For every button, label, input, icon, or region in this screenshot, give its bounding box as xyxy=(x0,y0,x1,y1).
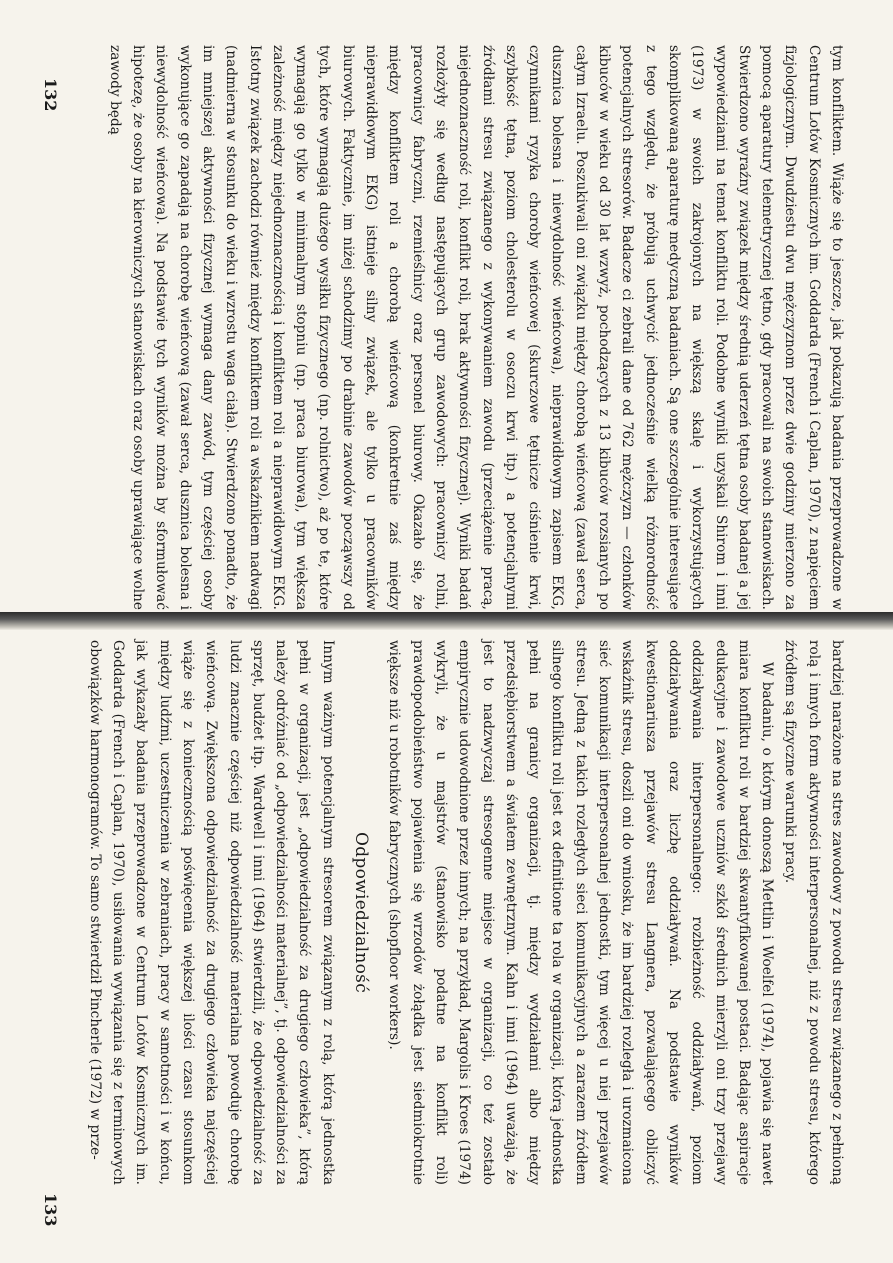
right-page-paragraph-1: bardziej narażone na stres zawodowy z powodu stresu związanego z pełnioną rolą i innych form aktywności interpersonalnej, niż z powodu stresu, którego źródłem są fizyczne warunki pracy. xyxy=(782,640,845,1185)
book-binding-gutter xyxy=(0,612,893,630)
left-page xyxy=(48,45,848,610)
right-page-number: 133 xyxy=(41,1193,60,1227)
right-page xyxy=(48,640,848,1185)
left-page-body xyxy=(103,45,849,610)
left-page-number: 132 xyxy=(41,78,60,112)
right-page-paragraph-2: W badaniu, o którym donoszą Mettlin i Woelfel (1974), pojawia się nawet miara konfliktu roli w bardziej skwantyfikowanej postaci. Badając aspiracje edukacyjne i zawodowe uczniów szkół średnich mierzyli oni trzy przejawy oddziaływania interpersonalnego: rozbieżność oddziaływań, poziom oddziaływania oraz liczbę oddziaływań. Na podstawie wyników kwestionariusza przejawów stresu Langnera, pozwalającego obliczyć wskaźnik stresu, doszli oni do wniosku, że im bardziej rozległa i urozmaicona sieć komunikacji interpersonalnej jednostki, tym więcej u niej przejawów stresu. Jedną z takich rozległych sieci komunikacyjnych a zarazem źródłem silnego konfliktu roli jest ex definitione ta rola w organizacji, którą jednostka pełni na granicy organizacji, tj. między wydziałami albo między przedsiębiorstwem a światem zewnętrznym. Kahn i inni (1964) uważają, że jest to nadzwyczaj stresogenne miejsce w organizacji, co też zostało empirycznie udowodnione przez innych; na przykład, Margolis i Kroes (1974) wykryli, że u majstrów (stanowisko podatne na konflikt roli) prawdopodobieństwo pojawienia się wrzodów żołądka jest siedmiokrotnie większe niż u robotników fabrycznych (shopfloor workers). xyxy=(386,640,776,1185)
right-page-paragraph-3: Innym ważnym potencjalnym stresorem związanym z rolą, którą jednostka pełni w organizacji, jest „odpowiedzialność za drugiego człowieka”, którą należy odróżniać od „odpowiedzialności materialnej”, tj. odpowiedzialności za sprzęt, budżet itp. Wardwell i inni (1964) stwierdzili, że odpowiedzialność za ludzi znacznie częściej niż odpowiedzialność materialna powoduje chorobę wieńcową. Zwiększona odpowiedzialność za drugiego człowieka najczęściej wiąże się z koniecznością poświęcenia większej ilości czasu stosunkom między ludźmi, uczestniczenia w zebraniach, pracy w samotności i w końcu, jak wykazały badania przeprowadzone w Centrum Lotów Kosmicznych im. Goddarda (French i Caplan, 1970), usiłowania wywiązania się z terminowych obowiązków harmonogramów. To samo stwierdził Pincherle (1972) w prze- xyxy=(86,640,336,1185)
right-page-body xyxy=(83,640,849,1185)
section-heading-odpowiedzialnosc: Odpowiedzialność xyxy=(351,831,372,994)
left-page-paragraph-1: tym konfliktem. Wiąże się to jeszcze, jak pokazują badania przeprowadzone w Centrum Lotów Kosmicznych im. Goddarda (French i Caplan, 1970), z napięciem fizjologicznym. Dwudziestu dwu mężczyznom przez dwie godziny mierzono za pomocą aparatury telemetrycznej tętno, gdy pracowali na swoich stanowiskach. Stwierdzono wyraźny związek między średnią uderzeń tętna osoby badanej a jej wypowiedziami na temat konfliktu roli. Podobne wyniki uzyskali Shirom i inni (1973) w swoich zakrojonych na większą skalę i wykorzystujących skomplikowaną aparaturę medyczną badaniach. Są one szczególnie interesujące z tego względu, że próbują uchwycić jednocześnie wielką różnorodność potencjalnych stresorów. Badacze ci zebrali dane od 762 mężczyzn — członków kibuców w wieku od 30 lat wzwyż, pochodzących z 13 kibuców rozsianych po całym Izraelu. Poszukiwali oni związku między chorobą wieńcową (zawał serca, dusznica bolesna i niewydolność wieńcowa), nieprawidłowym zapisem EKG, czynnikami ryzyka choroby wieńcowej (skurczowe tętnicze ciśnienie krwi, szybkość tętna, poziom cholesterolu w osoczu krwi itp.) a potencjalnymi źródłami stresu związanego z wykonywaniem zawodu (przeciążenie pracą, niejednoznaczność roli, konflikt roli, brak aktywności fizycznej). Wyniki badań rozłożyły się według następujących grup zawodowych: pracownicy rolni, pracownicy fabryczni, rzemieślnicy oraz personel biurowy. Okazało się, że między konfliktem roli a chorobą wieńcową (konkretnie zaś między nieprawidłowym EKG) istnieje silny związek, ale tylko u pracowników biurowych. Faktycznie, im niżej schodzimy po drabinie zawodów począwszy od tych, które wymagają dużego wysiłku fizycznego (np. rolnictwo), aż po te, które wymagają go tylko w minimalnym stopniu (np. praca biurowa), tym większa zależność między niejednoznacznością i konfliktem roli a nieprawidłowym EKG. Istotny związek zachodzi również między konfliktem roli a wskaźnikiem nadwagi (nadmierna w stosunku do wieku i wzrostu waga ciała). Stwierdzono ponadto, że im mniejszej aktywności fizycznej wymaga dany zawód, tym częściej osoby wykonujące go zapadają na chorobę wieńcową (zawał serca, dusznica bolesna i niewydolność wieńcowa). Na podstawie tych wyników można by sformułować hipotezę, że osoby na kierowniczych stanowiskach oraz osoby uprawiające wolne zawody będą xyxy=(106,45,845,610)
